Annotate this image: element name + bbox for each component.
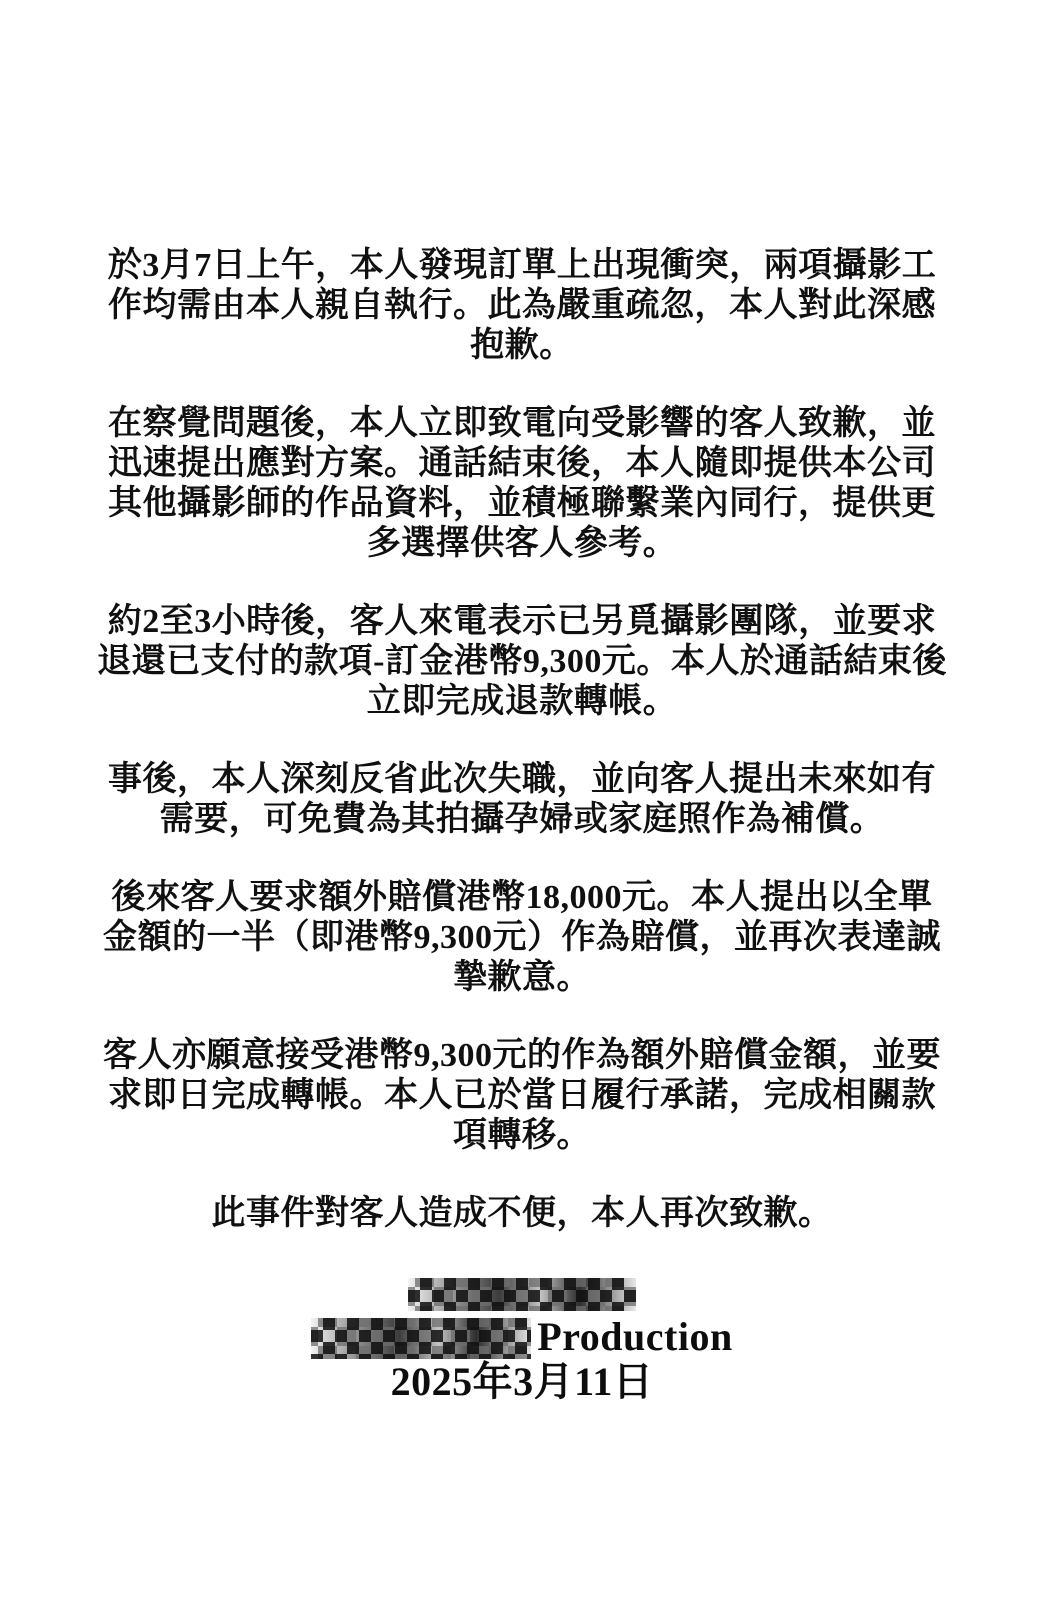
company-suffix-label: Production bbox=[537, 1314, 733, 1359]
statement-date: 2025年3月11日 bbox=[390, 1359, 654, 1404]
statement-paragraph-4: 事後，本人深刻反省此次失職，並向客人提出未來如有需要，可免費為其拍攝孕婦或家庭照作為補償。 bbox=[108, 761, 936, 838]
statement-paragraph-2: 在察覺問題後，本人立即致電向受影響的客人致歉，並迅速提出應對方案。通話結束後，本人隨即提供本公司其他攝影師的作品資料，並積極聯繫業內同行，提供更多選擇供客人參考。 bbox=[108, 405, 936, 562]
redacted-company-name-block bbox=[311, 1318, 531, 1359]
signature-name-line bbox=[96, 1272, 948, 1315]
statement-paragraph-3: 約2至3小時後，客人來電表示已另覓攝影團隊，並要求退還已支付的款項-訂金港幣9,300元。本人於通話結束後立即完成退款轉帳。 bbox=[97, 603, 947, 720]
statement-paragraph-5: 後來客人要求額外賠償港幣18,000元。本人提出以全單金額的一半（即港幣9,300元）作為賠償，並再次表達誠摯歉意。 bbox=[103, 879, 941, 996]
statement-paragraph-7: 此事件對客人造成不便，本人再次致歉。 bbox=[211, 1195, 833, 1232]
redacted-signer-name-block bbox=[408, 1278, 636, 1311]
signature-company-line bbox=[96, 1315, 948, 1359]
statement-paragraph-1: 於3月7日上午，本人發現訂單上出現衝突，兩項攝影工作均需由本人親自執行。此為嚴重疏忽，本人對此深感抱歉。 bbox=[107, 247, 937, 364]
signature-block bbox=[96, 1272, 948, 1403]
statement-paragraph-6: 客人亦願意接受港幣9,300元的作為額外賠償金額，並要求即日完成轉帳。本人已於當日履行承諾，完成相關款項轉移。 bbox=[103, 1037, 941, 1154]
apology-statement bbox=[0, 246, 1044, 1403]
